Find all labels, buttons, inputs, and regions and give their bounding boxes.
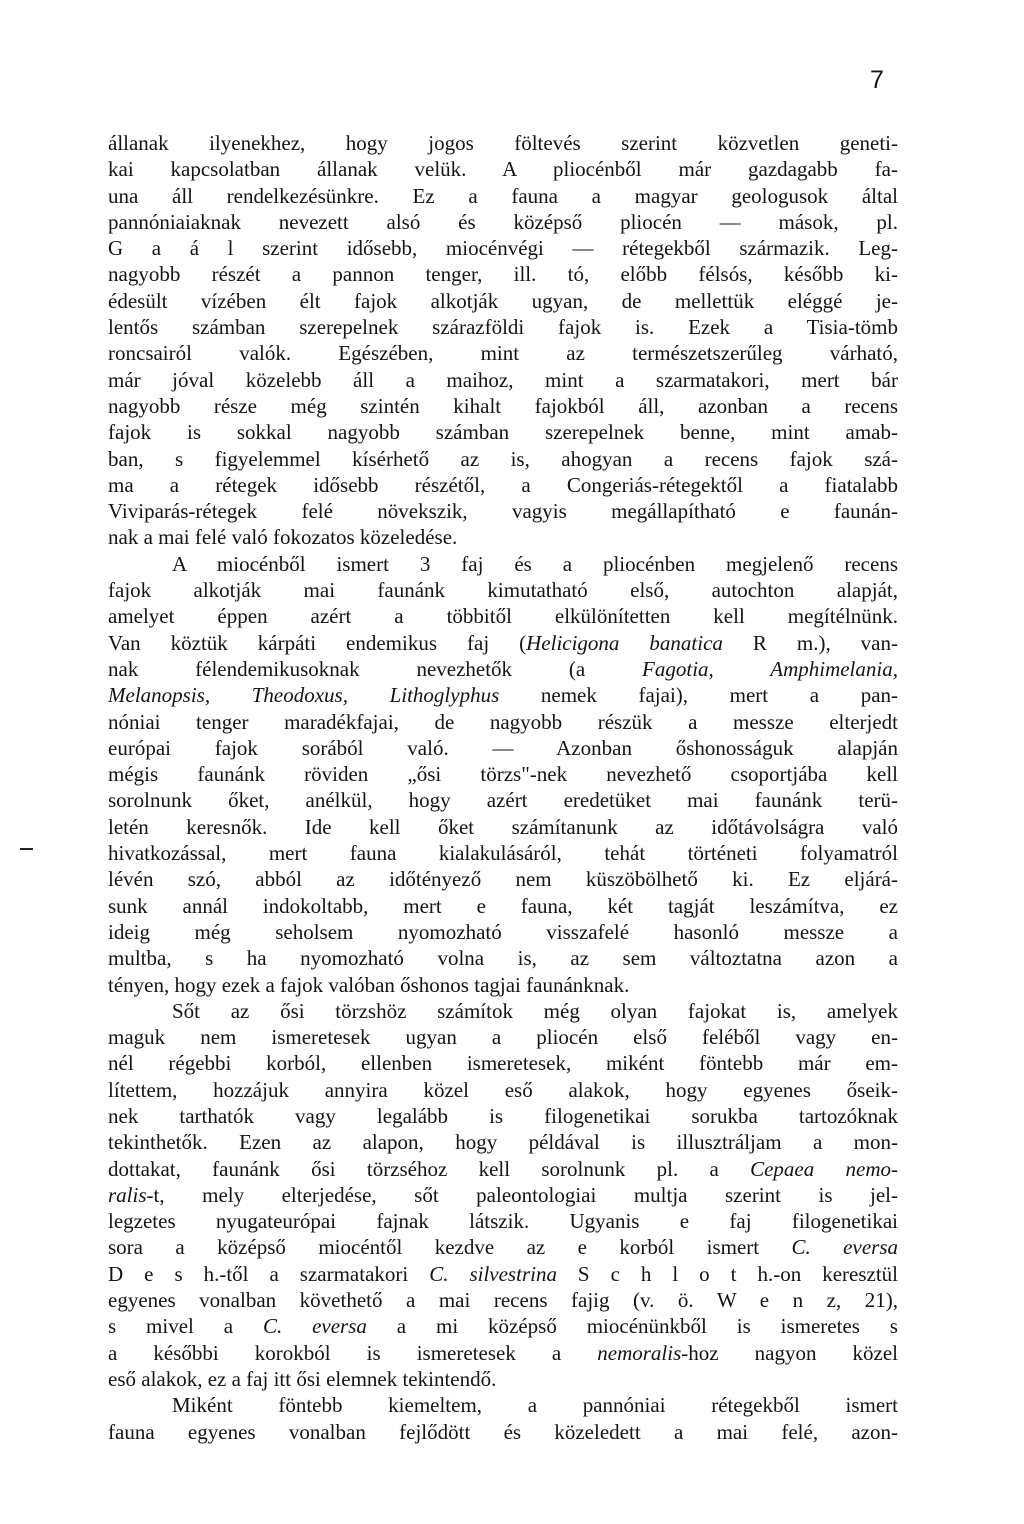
text-line: már jóval közelebb áll a maihoz, mint a szarmatakori, mert bár (108, 367, 898, 392)
italic-species-name: Helicigona banatica (526, 630, 723, 655)
text-line (108, 1234, 898, 1260)
text-line: nak a mai felé való fokozatos közeledése. (108, 525, 458, 550)
text-line: G a á l szerint idősebb, miocénvégi — rétegekből származik. Leg- (108, 236, 898, 261)
italic-species-name: C. silvestrina (429, 1261, 557, 1286)
text-line: A miocénből ismert 3 faj és a pliocénben megjelenő recens (172, 551, 898, 576)
text-segment: nak félendemikusoknak nevezhetők (a (108, 656, 643, 681)
text-line: nagyobb részét a pannon tenger, ill. tó, előbb félsós, később ki- (108, 262, 898, 287)
text-segment: sora a középső miocéntől kezdve az e korból ismert (108, 1235, 792, 1260)
text-line: lentős számban szerepelnek szárazföldi fajok is. Ezek a Tisia-tömb (108, 315, 898, 340)
text-line: sorolnunk őket, anélkül, hogy azért eredetüket mai faunánk terü- (108, 788, 898, 813)
page-number: 7 (870, 66, 884, 94)
text-line (108, 656, 898, 682)
text-segment: a mi középső miocénünkből is ismeretes s (366, 1314, 898, 1339)
italic-species-name: Cepaea nemo- (750, 1156, 898, 1181)
text-segment: -t, mely elterjedése, sőt paleontologiai multja szerint is jel- (146, 1182, 898, 1207)
text-segment: nemek fajai), mert a pan- (499, 683, 899, 708)
text-line: legzetes nyugateurópai fajnak látszik. Ugyanis e faj filogenetikai (108, 1209, 898, 1234)
text-segment: D e s h.-től a szarmatakori (108, 1261, 430, 1286)
text-line: tekinthetők. Ezen az alapon, hogy példával is illusztráljam a mon- (108, 1130, 898, 1155)
text-line (108, 1261, 898, 1287)
text-line: Miként föntebb kiemeltem, a pannóniai rétegekből ismert (172, 1393, 898, 1418)
text-line: európai fajok sorából való. — Azonban őshonosságuk alapján (108, 735, 898, 760)
italic-species-name: nemoralis (597, 1340, 682, 1365)
text-line (108, 1182, 898, 1208)
text-line: pannóniaiaknak nevezett alsó és középső pliocén — mások, pl. (108, 209, 898, 234)
text-line: Sőt az ősi törzshöz számítok még olyan fajokat is, amelyek (172, 998, 898, 1023)
text-line: lévén szó, abból az időtényező nem küszöbölhető ki. Ez eljárá- (108, 867, 898, 892)
text-segment: a későbbi korokból is ismeretesek a (108, 1340, 598, 1365)
text-line: Viviparás-rétegek felé növekszik, vagyis megállapítható e faunán- (108, 499, 898, 524)
italic-species-name: Melanopsis, Theodoxus, Lithoglyphus (108, 683, 500, 708)
text-line: maguk nem ismeretesek ugyan a pliocén első feléből vagy en- (108, 1025, 898, 1050)
text-segment: -hoz nagyon közel (681, 1340, 898, 1365)
text-line: nél régebbi korból, ellenben ismeretesek, miként föntebb már em- (108, 1051, 898, 1076)
text-line: fajok is sokkal nagyobb számban szerepelnek benne, mint amab- (108, 420, 898, 445)
text-line: nóniai tenger maradékfajai, de nagyobb részük a messze elterjedt (108, 709, 898, 734)
italic-species-name: C. eversa (262, 1314, 367, 1339)
text-line: lítettem, hozzájuk annyira közel eső alakok, hogy egyenes őseik- (108, 1077, 898, 1102)
text-segment: R m.), van- (722, 630, 898, 655)
text-line: édesült vízében élt fajok alkotják ugyan, de mellettük eléggé je- (108, 288, 898, 313)
body-text (108, 130, 898, 1445)
text-line: eső alakok, ez a faj itt ősi elemnek tekintendő. (108, 1366, 497, 1391)
text-line (108, 630, 898, 656)
italic-species-name: C. eversa (791, 1235, 898, 1260)
text-line (108, 1313, 898, 1339)
text-line: egyenes vonalban követhető a mai recens fajig (v. ö. W e n z, 21), (108, 1288, 898, 1313)
text-line: multba, s ha nyomozható volna is, az sem változtatna azon a (108, 946, 898, 971)
text-line (108, 1156, 898, 1182)
text-line: fauna egyenes vonalban fejlődött és közeledett a mai felé, azon- (108, 1419, 898, 1444)
text-line (108, 1340, 898, 1366)
text-line: állanak ilyenekhez, hogy jogos föltevés szerint közvetlen geneti- (108, 131, 898, 155)
text-line: ban, s figyelemmel kísérhető az is, ahogyan a recens fajok szá- (108, 446, 898, 471)
text-line: fajok alkotják mai faunánk kimutatható első, autochton alapját, (108, 578, 898, 603)
text-line: mégis faunánk röviden „ősi törzs"-nek nevezhető csoportjába kell (108, 762, 898, 787)
text-line: amelyet éppen azért a többitől elkülönítetten kell megítélnünk. (108, 604, 898, 629)
text-line: ma a rétegek idősebb részétől, a Congeriás-rétegektől a fiatalabb (108, 472, 898, 497)
text-line: nek tarthatók vagy legalább is filogenetikai sorukba tartozóknak (108, 1103, 898, 1128)
text-line: una áll rendelkezésünkre. Ez a fauna a magyar geologusok által (108, 183, 898, 208)
text-segment: dottakat, faunánk ősi törzséhoz kell sorolnunk pl. a (108, 1156, 751, 1181)
text-line: tényen, hogy ezek a fajok valóban őshonos tagjai faunánknak. (108, 972, 630, 997)
text-line: kai kapcsolatban állanak velük. A pliocénből már gazdagabb fa- (108, 157, 898, 182)
text-line (108, 682, 898, 708)
text-segment: Van köztük kárpáti endemikus faj ( (108, 630, 527, 655)
text-segment: S c h l o t h.-on keresztül (556, 1261, 898, 1286)
italic-species-name: Fagotia, Amphimelania, (642, 656, 898, 681)
margin-mark (20, 848, 33, 850)
text-line: sunk annál indokoltabb, mert e fauna, két tagját leszámítva, ez (108, 893, 898, 918)
text-line: nagyobb része még szintén kihalt fajokból áll, azonban a recens (108, 393, 898, 418)
text-line: letén keresnők. Ide kell őket számítanunk az időtávolságra való (108, 814, 898, 839)
text-line: roncsairól valók. Egészében, mint az természetszerűleg várható, (108, 341, 898, 366)
text-segment: s mivel a (108, 1314, 263, 1339)
italic-species-name: ralis (108, 1182, 147, 1207)
text-line: hivatkozással, mert fauna kialakulásáról, tehát történeti folyamatról (108, 841, 898, 866)
text-line: ideig még seholsem nyomozható visszafelé hasonló messze a (108, 919, 898, 944)
